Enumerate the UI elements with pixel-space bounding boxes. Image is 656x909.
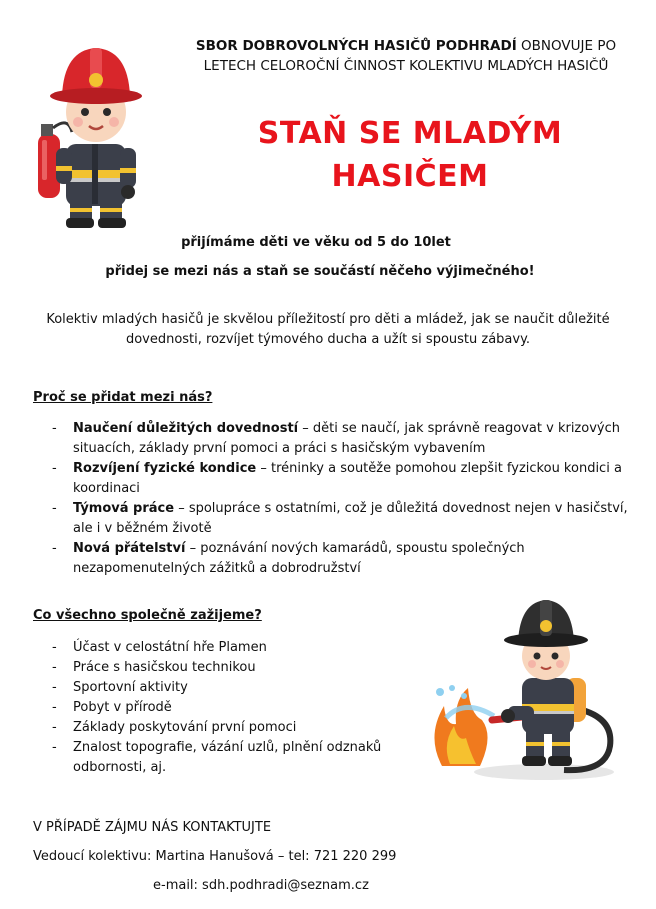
firefighter-extinguisher-illustration xyxy=(28,36,148,228)
list-item: - Základy poskytování první pomoci xyxy=(52,718,382,738)
title-line-1: STAŇ SE MLADÝM xyxy=(257,116,563,151)
list-item: - Pobyt v přírodě xyxy=(52,698,382,718)
firefighter-hose-illustration xyxy=(424,596,620,782)
title-line-2: HASIČEM xyxy=(331,159,489,194)
list-item: - Rozvíjení fyzické kondice – tréninky a soutěže pomohou zlepšit fyzickou kondici a koordinaci xyxy=(52,459,628,499)
join-line: přidej se mezi nás a staň se součástí něčeho výjimečného! xyxy=(105,264,535,279)
list-item: - Účast v celostátní hře Plamen xyxy=(52,638,382,658)
list-item: - Nová přátelství – poznávání nových kamarádů, spoustu společných nezapomenutelných zážitků a dobrodružství xyxy=(52,539,628,579)
why-heading: Proč se přidat mezi nás? xyxy=(33,390,213,405)
contact-heading: V PŘÍPADĚ ZÁJMU NÁS KONTAKTUJTE xyxy=(33,820,272,835)
leader-contact: Vedoucí kolektivu: Martina Hanušová – tel: 721 220 299 xyxy=(33,849,397,864)
header-announcement: OBNOVUJE PO LETECH CELOROČNÍ ČINNOST KOLEKTIVU MLADÝCH HASIČŮ xyxy=(203,38,617,74)
list-item: - Sportovní aktivity xyxy=(52,678,382,698)
why-list xyxy=(52,419,628,579)
email-contact: e-mail: sdh.podhradi@seznam.cz xyxy=(153,878,369,893)
list-item: - Práce s hasičskou technikou xyxy=(52,658,382,678)
age-line: přijímáme děti ve věku od 5 do 10let xyxy=(181,235,451,250)
list-item: - Znalost topografie, vázání uzlů, plnění odznaků odbornosti, aj. xyxy=(52,738,382,778)
page-title xyxy=(200,112,620,198)
experience-heading: Co všechno společně zažijeme? xyxy=(33,608,262,623)
organization-header xyxy=(186,36,626,76)
organization-name: SBOR DOBROVOLNÝCH HASIČŮ PODHRADÍ xyxy=(195,38,517,54)
list-item: - Týmová práce – spolupráce s ostatními, což je důležitá dovednost nejen v hasičství, ale i v běžném životě xyxy=(52,499,628,539)
experience-list xyxy=(52,638,382,778)
intro-paragraph: Kolektiv mladých hasičů je skvělou příležitostí pro děti a mládež, jak se naučit důležité dovednosti, rozvíjet týmového ducha a užít si spoustu zábavy. xyxy=(46,312,610,347)
list-item: - Naučení důležitých dovedností – děti se naučí, jak správně reagovat v krizových situacích, základy první pomoci a práci s hasičským vybavením xyxy=(52,419,628,459)
